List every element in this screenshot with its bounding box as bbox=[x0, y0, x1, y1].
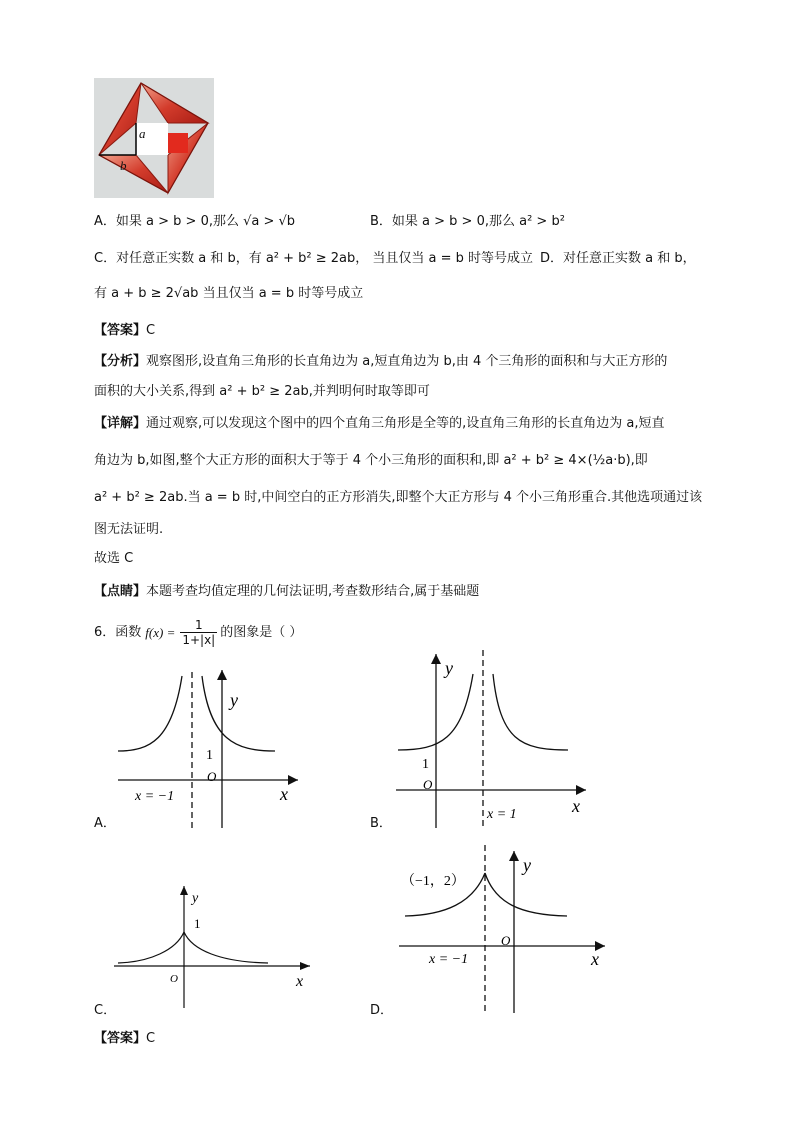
answer-tag: 【答案】 bbox=[94, 323, 147, 338]
q5-choose: 故选 C bbox=[94, 551, 134, 566]
graph-b bbox=[390, 648, 590, 830]
q5-option-d-cont: 有 a + b ≥ 2√ab 当且仅当 a = b 时等号成立 bbox=[94, 286, 364, 301]
stem-suffix: 的图象是（ ） bbox=[220, 624, 303, 640]
axis-x-label: x bbox=[296, 973, 304, 990]
option-label: D． bbox=[540, 251, 564, 266]
fraction bbox=[180, 618, 217, 647]
q6-answer bbox=[94, 1030, 155, 1048]
origin-label: O bbox=[207, 769, 217, 784]
point-label: （−1，2） bbox=[401, 874, 465, 889]
label-b: b bbox=[120, 158, 127, 173]
analysis-tag: 【分析】 bbox=[94, 354, 147, 369]
option-text: 对任意正实数 a 和 b，有 a² + b² ≥ 2ab， 当且仅当 a = b 时等号成立 bbox=[116, 251, 534, 266]
option-label: C． bbox=[94, 251, 117, 266]
option-label: A． bbox=[94, 214, 116, 229]
axis-x-label: x bbox=[572, 796, 580, 816]
numerator: 1 bbox=[194, 618, 203, 632]
analysis-text: 观察图形,设直角三角形的长直角边为 a,短直角边为 b,由 4 个三角形的面积和与大正方形的 bbox=[146, 354, 668, 369]
option-text: 如果 a > b > 0,那么 √a > √b bbox=[115, 214, 296, 229]
graph-d bbox=[395, 845, 615, 1015]
axis-y-label: y bbox=[523, 855, 531, 875]
axis-x-label: x bbox=[591, 949, 599, 969]
axis-y-label: y bbox=[230, 690, 238, 710]
q6-stem bbox=[94, 618, 302, 647]
q5-detail-line1 bbox=[94, 415, 665, 433]
answer-value: C bbox=[146, 1031, 156, 1046]
q5-analysis-line2: 面积的大小关系,得到 a² + b² ≥ 2ab,并判明何时取等即可 bbox=[94, 384, 430, 399]
origin-label: O bbox=[170, 973, 178, 985]
axis-y-label: y bbox=[445, 658, 453, 678]
intercept-label: 1 bbox=[422, 757, 429, 772]
q5-detail-line4: 图无法证明. bbox=[94, 522, 164, 537]
comment-text: 本题考查均值定理的几何法证明,考查数形结合,属于基础题 bbox=[146, 584, 480, 599]
graph-a bbox=[110, 648, 310, 830]
asymptote-label: x = 1 bbox=[487, 807, 517, 822]
asymptote-label: x = −1 bbox=[135, 789, 175, 804]
q5-analysis-line1 bbox=[94, 353, 667, 371]
pinwheel-figure bbox=[94, 78, 214, 198]
graph-c bbox=[110, 880, 315, 1010]
option-text: 对任意正实数 a 和 b， bbox=[563, 251, 696, 266]
label-a: a bbox=[139, 126, 146, 141]
q5-detail-line3: a² + b² ≥ 2ab.当 a = b 时,中间空白的正方形消失,即整个大正方形与 4 个小三角形重合.其他选项通过该 bbox=[94, 490, 703, 505]
intercept-label: 1 bbox=[194, 916, 201, 931]
q5-comment bbox=[94, 583, 479, 601]
q5-answer bbox=[94, 322, 155, 340]
q6-option-b-label: B． bbox=[370, 816, 392, 831]
function-name: f(x) = bbox=[145, 624, 176, 640]
option-text: 如果 a > b > 0,那么 a² > b² bbox=[391, 214, 565, 229]
q6-option-c-label: C． bbox=[94, 1003, 117, 1018]
q5-detail-line2: 角边为 b,如图,整个大正方形的面积大于等于 4 个小三角形的面积和,即 a² + b² ≥ 4×(½a·b),即 bbox=[94, 453, 648, 468]
detail-text: 通过观察,可以发现这个图中的四个直角三角形是全等的,设直角三角形的长直角边为 a,短直 bbox=[146, 416, 665, 431]
q5-option-d bbox=[540, 250, 696, 268]
option-label: B． bbox=[370, 214, 392, 229]
origin-label: O bbox=[423, 777, 433, 792]
answer-value: C bbox=[146, 323, 156, 338]
comment-tag: 【点睛】 bbox=[94, 584, 147, 599]
q6-option-d-label: D． bbox=[370, 1003, 394, 1018]
denominator: 1+|x| bbox=[182, 633, 216, 647]
origin-label: O bbox=[501, 933, 511, 948]
detail-tag: 【详解】 bbox=[94, 416, 147, 431]
axis-x-label: x bbox=[280, 784, 288, 804]
stem-prefix: 6．函数 bbox=[94, 624, 142, 640]
axis-y-label: y bbox=[192, 891, 199, 906]
asymptote-label: x = −1 bbox=[429, 952, 469, 967]
q5-option-b bbox=[370, 213, 565, 231]
q5-option-a bbox=[94, 213, 295, 231]
answer-tag: 【答案】 bbox=[94, 1031, 147, 1046]
q6-option-a-label: A． bbox=[94, 816, 116, 831]
q5-option-c bbox=[94, 250, 533, 268]
intercept-label: 1 bbox=[206, 748, 213, 763]
